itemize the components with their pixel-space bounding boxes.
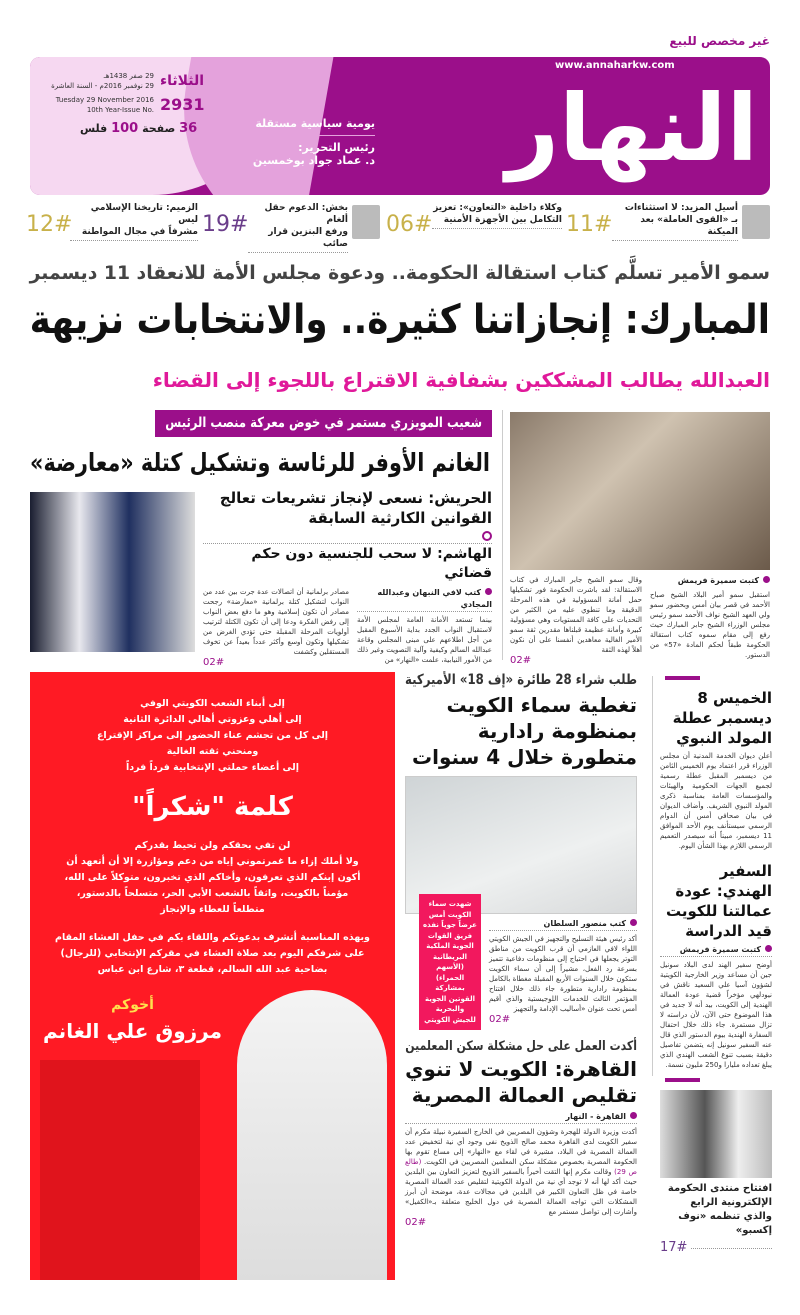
ghanim-body-col2: مصادر برلمانية أن اتصالات عدة جرت بين عدد من النواب لتشكيل كتلة برلمانية «معارضة» رجحت مصادر أن تكون إسلامية وهو ما دفع بعض النواب إلى رفض الفكرة ودعا إلى أن تكون الكتلة لترتيب أولويات المرحلة المقبلة حتى تؤدي الغرض من تشكيلها وتكون أوسع وأكثر عدداً بعيداً عن تخوف المستقلين وكشفت [203,588,349,656]
sidebar-story-title[interactable]: السفير الهندي: عودة عمالتنا للكويت قيد الدراسة [665,862,772,940]
ad-sign-label: أخوكم [111,997,154,1013]
byline-text: كتب لافي النبهان وعبدالله المجادي [377,588,492,609]
page-ref[interactable]: 17# [660,1240,688,1255]
teaser-line: أسيل المزيد: لا استثناءات [624,203,738,213]
teaser-page: 06# [386,212,433,237]
ad-line: ولا أملك إزاء ما غمرتموني إياه من دعم ومؤازرة إلا أن أتعهد أن [66,856,359,867]
forum-photo [660,1090,772,1178]
lead-col2 [510,575,642,667]
jets-kicker: طلب شراء 28 طائرة «إف 18» الأميركية [404,672,637,688]
page-count: 36 [179,121,198,136]
ad-bottom [30,990,395,1280]
page-ref[interactable]: 02# [203,657,225,668]
teaser-page: 11# [566,212,613,237]
sidebar-border [652,676,653,1076]
forum-caption[interactable]: افتتاح منتدى الحكومة الإلكترونية الرابع والذي تنظمه «نوف إكسبو» [667,1183,772,1236]
lead-headline[interactable]: المبارك: إنجازاتنا كثيرة.. والانتخابات نزيهة [29,297,771,343]
sidebar-story-title[interactable]: الخميس 8 ديسمبر عطلة المولد النبوي [672,689,772,747]
page-ref[interactable]: 02# [405,1217,427,1228]
jets-body: أكد رئيس هيئة التسليح والتجهيز في الجيش الكويتي اللواء لافي العازمي أن قرب الكويت من مناطق التوتر يجعلها في احتياج إلى منظومات دفاعية تتميز بسرعة رد الفعل، مشيراً إلى أن سماء الكويت ستكون خلال السنوات الأربع المقبلة مغطاة بالكامل بمنظومة رادارية متطورة جاء ذلك خلال افتتاح المؤتمر الثالث للخدمات اللوجيستية والذي أقيم أمس تحت عنوان «أساليب الإدامة والتجهيز [489,935,637,1013]
page-ref[interactable]: 02# [489,1014,511,1025]
date-ar [42,71,154,91]
teaser[interactable] [248,199,348,253]
editor-label: رئيس التحرير: [298,141,375,154]
bullet-icon [765,945,772,952]
teaser-line: الزميم: تاريخنا الإسلامي ليس [90,203,198,225]
egypt-body [405,1127,637,1217]
sidebar-story-body: أعلن ديوان الخدمة المدنية أن مجلس الوزراء قرر اعتماد يوم الخميس الثامن من ديسمبر المقبل عطلة رسمية لجميع الجهات الحكومية والهيئات والمؤسسات العامة بمناسبة ذكرى المولد النبوي الشريف. وأضاف الديوان في بيان صحافي أمس أن الدوام الرسمي سيستأنف يوم الأحد الموافق 11 ديسمبر، مبيناً أنه سيصدر التعميم الرسمي اللازم بهذا الشأن اليوم. [660,752,772,850]
teaser-line: مشرفاً في مجال المواطنة [81,227,198,237]
page-ref[interactable]: 02# [510,655,532,666]
not-for-sale-label: غير مخصص للبيع [669,34,770,48]
currency-label: فلس [80,122,108,135]
pages-label: صفحة [142,122,176,135]
jets-byline [489,918,637,931]
ghanim-col2 [203,587,349,669]
jets-text-row [405,900,637,1030]
price: 100 [111,121,139,136]
ad-line: إلى كل من تجشم عناء الحضور إلى مراكز الإقتراع [96,730,329,741]
sidebar-accent [665,1078,700,1082]
byline-text: كتبت سميرة فريمش [679,945,761,954]
teaser-line: التكامل بين الأجهزة الأمنية [443,215,562,225]
bullet-icon [763,576,770,583]
ad-signature [40,996,225,1044]
teaser-thumbnail [352,205,380,239]
ad-line: إلى أهلي وعزوتي أهالي الدائرة الثانية [123,714,302,725]
teaser-line: بخش: الدعوم حقل ألغام [264,203,348,225]
newspaper-logo: النهار [506,75,758,182]
day-name: الثلاثاء [160,73,205,89]
teaser[interactable] [612,199,738,241]
ad-line: متطلعاً للعطاء والإنجاز [160,904,265,915]
lead-photo [510,412,770,570]
lead-body-col1: استقبل سمو أمير البلاد الشيخ صباح الأحمد في قصر بيان أمس وبحضور سمو ولي العهد الشيخ نواف الأحمد سمو رئيس مجلس الوزراء الشيخ جابر المبارك حيث رفع إلى مقام سموه كتاب استقالة الحكومة طبقاً لحكم المادة «57» من الدستور. [650,591,770,659]
ad-line: مؤمناً بالكويت، واثقاً بالشعب الأبي الحر، متسلحاً بالدستور، [76,888,349,899]
ad-line: وبهذه المناسبة أتشرف بدعوتكم واللقاء بكم في حفل العشاء المقام [55,932,370,943]
lead-text-area [510,575,770,667]
bullet-icon [485,588,492,595]
gregorian-date: 29 نوفمبر 2016م - السنة العاشرة [51,82,154,90]
byline-text: القاهرة - النهار [565,1112,626,1121]
lead-subhead: العبدالله يطالب المشككين بشفافية الاقتراع باللجوء إلى القضاء [152,368,770,392]
byline-text: كتب منصور السلطان [543,919,626,928]
issue-number: 2931 [160,95,205,114]
egypt-byline [405,1111,637,1124]
byline-text: كتبت سميرة فريمش [677,576,759,585]
ghanim-body-col1: بينما تستعد الأمانة العامة لمجلس الأمة لاستقبال النواب الجدد بداية الأسبوع المقبل من أجل اطلاعهم على مبنى المجلس وقاعة عبدالله السالم وكيفية وآلية التصويت وغير ذلك من الأمور النيابية، علمت «النهار» من [357,616,492,664]
ghanim-columns [203,587,492,669]
editor-name: د. عماد جواد بوخمسين [252,154,375,167]
date-en [42,95,154,115]
teaser[interactable] [432,199,562,229]
ad-line: إلى أبناء الشعب الكويتي الوفي [140,698,285,709]
bullet-icon [630,919,637,926]
story-banner-text: شعيب المويزري مستمر في خوض معركة منصب الرئيس [165,415,482,431]
egypt-body-text: وقالت مكرم إنها التقت أخيراً بالسفير الذويخ لتعزيز التعاون بين البلدين حيث أكد لها أنه لا توجد أي نية من الدولة الكويتية لتقليص عدد العمالة المصرية خاصة في ظل التعاون الكبير في البلدين في مجالات عدة، موضحة أن أبرز المشكلات التي تواجه العمالة المصرية في دول الخليج متعلقة بـ«الكفيل» وأشارت إلى تواصل مستمر مع [405,1168,637,1216]
masthead-tagline [225,117,375,167]
lead-kicker: سمو الأمير تسلَّم كتاب استقالة الحكومة.. ودعوة مجلس الأمة للانعقاد 11 ديسمبر [29,262,770,284]
ghanim-photo [30,492,195,652]
divider [691,1248,772,1249]
ad-line: إلى أعضاء حملتي الإنتخابية فرداً فرداً [125,762,299,773]
ad-line: لن تفي بحقكم ولن تحيط بقدركم [134,840,291,851]
sidebar-byline [660,944,772,957]
ad-line: على شرفكم اليوم بعد صلاة العشاء في مقركم الإنتخابي (للرجال) [60,948,365,959]
tagline: يومية سياسية مستقلة [255,117,375,130]
ad-line: ومنحني ثقته الغالية [166,746,259,757]
ad-line: أكون إبنكم الذي تعرفون، وأخاكم الذي تخبرون، متوكلاً على الله، [64,872,361,883]
ad-title: كلمة "شكراً" [132,792,293,822]
date-en-text: Tuesday 29 November 2016 [55,96,154,104]
teaser-line: ورفع البنزين قرار صائب [268,227,348,249]
egypt-headline[interactable]: القاهرة: الكويت لا تنوي تقليص العمالة المصرية [405,1057,637,1107]
jets-text [489,914,637,1026]
teaser-line: وكلاء داخلية «التعاون»: تعزيز [433,203,562,213]
sidebar-accent [665,676,700,680]
masthead [30,57,770,195]
lead-byline [650,575,770,587]
lead-body-col2: وقال سمو الشيخ جابر المبارك في كتاب الاستقالة: لقد باشرت الحكومة فور تشكيلها حمل أمانة المسؤولية في هذه المرحلة الدقيقة وما تنطوي عليه من الكثير من التحديات على كافة المستويات وهي مسؤولية كبيرة وأمانة عظيمة قبلناها مقدرين ثقة سمو الأمير الغالية معاهدين أنفسنا على أن نكون أهلاً لهذه الثقة [510,576,642,654]
jets-photo-caption: شهدت سماء الكويت أمس عرضاً جوياً نفذه فريق القوات الجوية الملكية البريطانية (الأسهم الحمراء) بمشاركة القوتين الجوية والبحرية للجيش الكويتي [419,894,481,1030]
ghanim-subhead-1: الحريش: نسعى لإنجاز تشريعات تعالج القوانين الكارثية السابقة [219,489,492,527]
teaser-page: 19# [202,212,249,237]
teaser-thumbnail [742,205,770,239]
egypt-body-text: أكدت وزيرة الدولة للهجرة وشؤون المصريين في الخارج السفيرة نبيلة مكرم أن سفير الكويت لدى القاهرة محمد صالح الذويخ نفى وجود أي نية لتخفيض عدد العمالة المصرية في البلاد، مشيرة في لقاء مع «النهار» إلى مساع تقوم بها الحكومة المصرية بخصوص مشكلة سكن المعلمين المصريين في الكويت. [405,1128,637,1166]
year-issue-en: 10th Year-Issue No. [86,106,154,114]
bullet-icon [630,1112,637,1119]
ad-sign-name: مرزوق علي الغانم [43,1019,222,1043]
bullet-icon [482,531,492,541]
sidebar-story-body: أوضح سفير الهند لدى البلاد سونيل جين أن مساعد وزير الخارجية الكويتية لشؤون آسيا علي السعيد ناقش في نيودلهي مؤخراً قضية عودة العمالة الهندية إلى الكويت، بيد أنه لا جديد في هذا الموضوع حتى الآن، لأن دراسته لا تزال مستمرة. جاء ذلك خلال احتفال السفارة الهندية بيوم الدستور الذي قال عنه السفير سونيل إنه يتضمن تفاصيل دقيقة بسبب تنوع الشعب الهندي الذي يبلغ تعداده مليارا و250 مليون نسمة. [660,961,772,1069]
middle-column [405,670,637,1229]
teaser-page: 12# [26,212,73,237]
story-banner [155,410,492,437]
ghanim-col1 [357,587,492,669]
ad-text [30,672,395,978]
ghanim-text-area [203,488,492,669]
thank-you-advertisement [30,672,395,1280]
page-ref-inline[interactable]: (طالع ص 29) [405,1158,637,1176]
column-divider [502,410,503,660]
price-info [80,121,197,136]
egypt-kicker: أكدت العمل على حل مشكلة سكن المعلمين [405,1039,637,1054]
jets-headline[interactable]: تغطية سماء الكويت بمنظومة رادارية متطورة خلال 4 سنوات [412,693,637,769]
website-url[interactable]: www.annaharkw.com [555,60,675,71]
ghanim-byline [357,587,492,612]
ghanim-headline[interactable]: الغانم الأوفر للرئاسة وتشكيل كتلة «معارضة» [30,448,491,477]
teaser-line: بـ «القوى العاملة» بعد الميكنة [640,215,738,237]
sidebar [660,676,772,1256]
ad-line: بضاحية عبد الله السالم، قطعة ٣، شارع ابن عباس [97,964,328,975]
lead-col1 [650,575,770,667]
ad-portrait [237,990,387,1280]
hijri-date: 29 صفر 1438هـ [103,72,154,80]
ad-skyline [40,1060,200,1280]
teaser[interactable] [70,199,198,241]
ghanim-subhead-2: الهاشم: لا سحب للجنسية دون حكم قضائي [203,543,492,583]
forum-footer [660,1240,772,1256]
